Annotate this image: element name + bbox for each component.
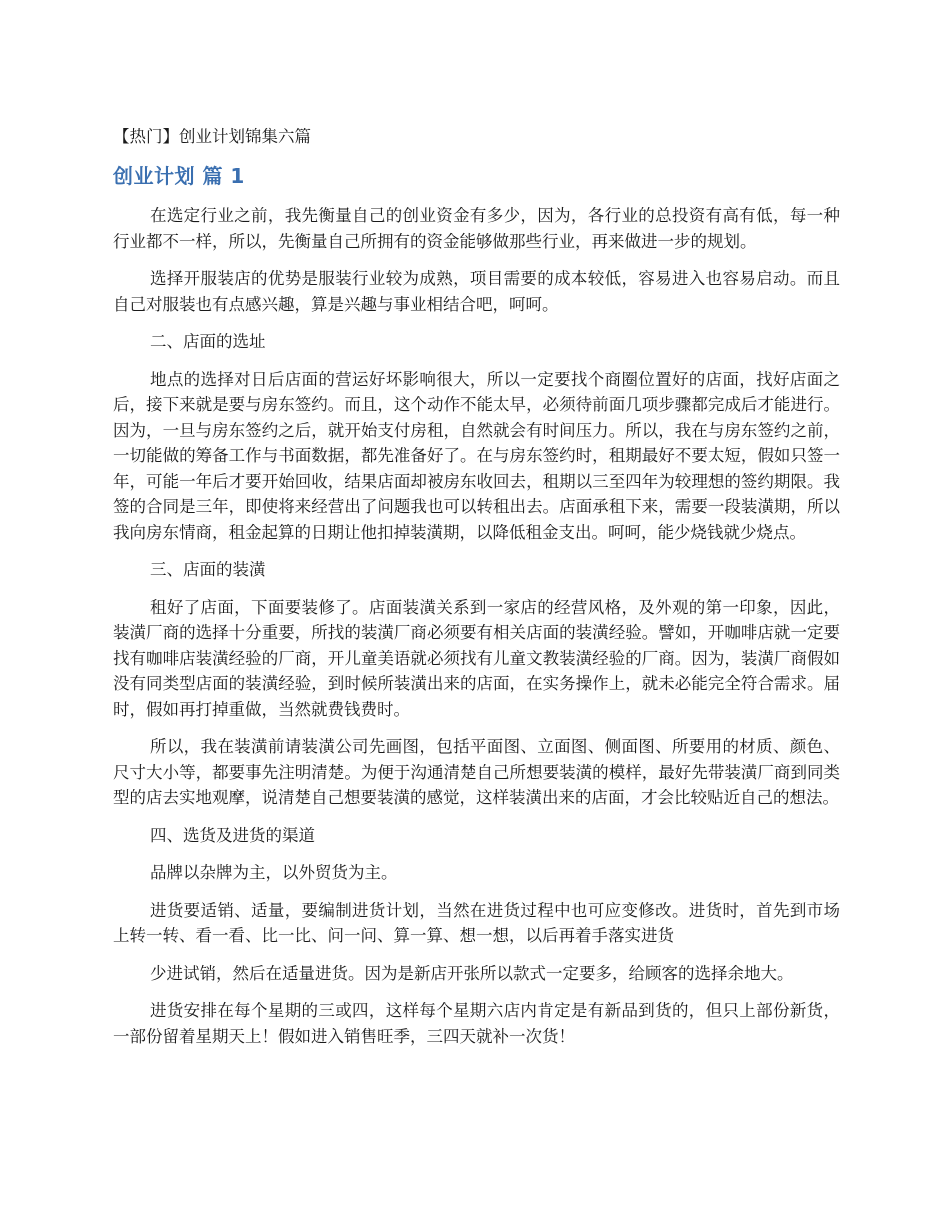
paragraph-intro: 在选定行业之前，我先衡量自己的创业资金有多少，因为，各行业的总投资有高有低，每一种行业都不一样，所以，先衡量自己所拥有的资金能够做那些行业，再来做进一步的规划。 — [113, 206, 840, 251]
paragraph-decoration-plan: 所以，我在装潢前请装潢公司先画图，包括平面图、立面图、侧面图、所要用的材质、颜色、尺寸大小等，都要事先注明清楚。为便于沟通清楚自己所想要装潢的模样，最好先带装潢厂商到同类型的店去实地观摩，说清楚自己想要装潢的感觉，这样装潢出来的店面，才会比较贴近自己的想法。 — [113, 737, 840, 807]
paragraph-purchase-plan: 进货要适销、适量，要编制进货计划，当然在进货过程中也可应变修改。进货时，首先到市场上转一转、看一看、比一比、问一问、算一算、想一想，以后再着手落实进货 — [113, 900, 840, 945]
paragraph-trial-sales: 少进试销，然后在适量进货。因为是新店开张所以款式一定要多，给顾客的选择余地大。 — [150, 963, 794, 983]
section-heading: 创业计划 篇 1 — [113, 164, 245, 188]
subheading-store-location: 二、店面的选址 — [150, 332, 266, 351]
subheading-purchasing: 四、选货及进货的渠道 — [150, 825, 315, 845]
paragraph-schedule: 进货安排在每个星期的三或四，这样每个星期六店内肯定是有新品到货的，但只上部份新货，一部份留着星期天上！假如进入销售旺季，三四天就补一次货！ — [113, 1001, 840, 1046]
paragraph-brands: 品牌以杂牌为主，以外贸货为主。 — [150, 863, 398, 882]
document-page — [113, 124, 840, 1061]
paragraph-advantage: 选择开服装店的优势是服装行业较为成熟，项目需要的成本较低，容易进入也容易启动。而且自己对服装也有点感兴趣，算是兴趣与事业相结合吧，呵呵。 — [113, 269, 840, 314]
paragraph-decoration: 租好了店面，下面要装修了。店面装潢关系到一家店的经营风格，及外观的第一印象，因此，装潢厂商的选择十分重要，所找的装潢厂商必须要有相关店面的装潢经验。譬如，开咖啡店就一定要找有咖啡店装潢经验的厂商，开儿童美语就必须找有儿童文教装潢经验的厂商。因为，装潢厂商假如没有同类型店面的装潢经验，到时候所装潢出来的店面，在实务操作上，就未必能完全符合需求。届时，假如再打掉重做，当然就费钱费时。 — [113, 597, 840, 719]
subheading-store-decoration: 三、店面的装潢 — [150, 560, 266, 579]
paragraph-location: 地点的选择对日后店面的营运好坏影响很大，所以一定要找个商圈位置好的店面，找好店面之后，接下来就是要与房东签约。而且，这个动作不能太早，必须待前面几项步骤都完成后才能进行。因为，一旦与房东签约之后，就开始支付房租，自然就会有时间压力。所以，我在与房东签约之前，一切能做的筹备工作与书面数据，都先准备好了。在与房东签约时，租期最好不要太短，假如只签一年，可能一年后才要开始回收，结果店面却被房东收回去，租期以三至四年为较理想的签约期限。我签的合同是三年，即使将来经营出了问题我也可以转租出去。店面承租下来，需要一段装潢期，所以我向房东情商，租金起算的日期让他扣掉装潢期，以降低租金支出。呵呵，能少烧钱就少烧点。 — [113, 369, 840, 542]
document-title: 【热门】创业计划锦集六篇 — [113, 127, 311, 146]
